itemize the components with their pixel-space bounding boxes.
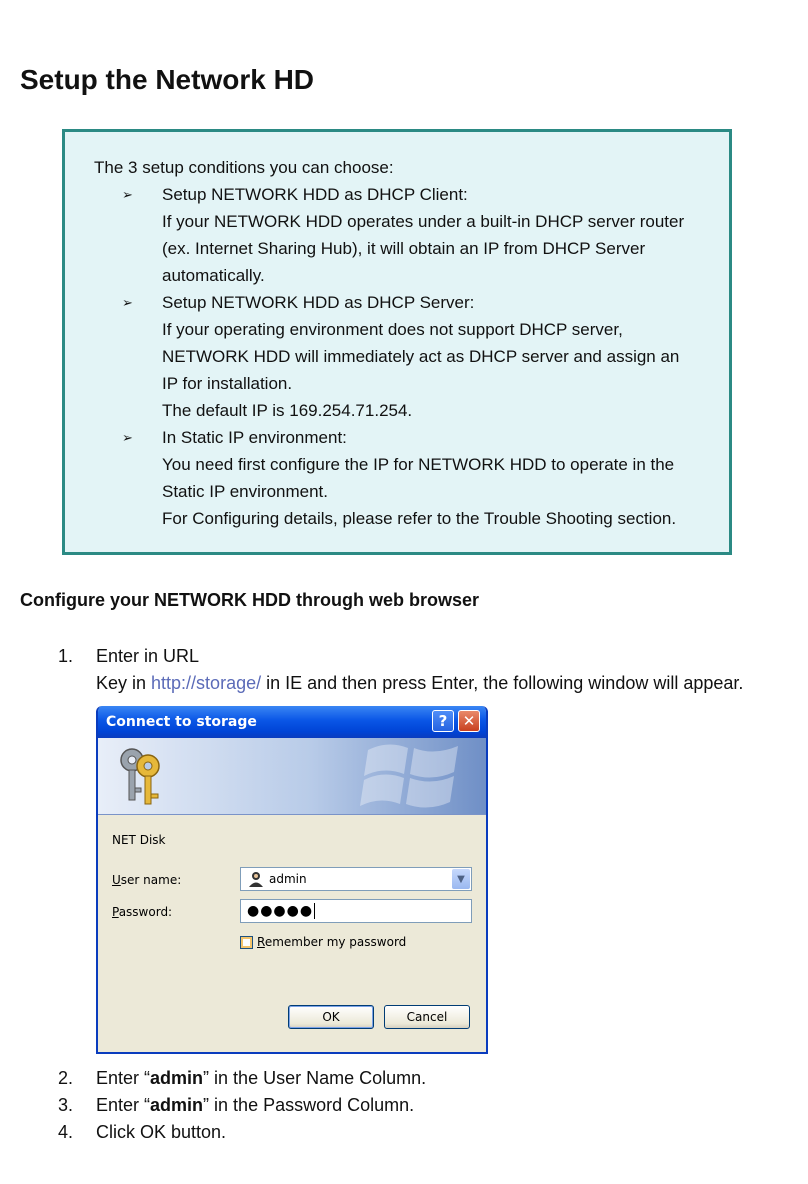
bullet-line: If your operating environment does not support DHCP server, xyxy=(162,320,623,339)
windows-logo-icon xyxy=(358,740,468,812)
arrow-bullet-icon: ➢ xyxy=(122,430,133,445)
password-label: Password: xyxy=(112,905,173,919)
step-item: 4. Click OK button. xyxy=(58,1122,227,1142)
bullet-line: NETWORK HDD will immediately act as DHCP server and assign an xyxy=(162,347,680,366)
step-title: Enter in URL xyxy=(96,646,200,666)
username-label: User name: xyxy=(112,873,182,887)
keys-icon xyxy=(114,744,170,810)
username-combobox[interactable] xyxy=(240,867,472,891)
remember-password[interactable] xyxy=(240,935,406,949)
step-text: Key in xyxy=(96,673,152,693)
text-caret xyxy=(314,903,315,919)
dialog-banner xyxy=(98,738,486,815)
info-intro: The 3 setup conditions you can choose: xyxy=(94,158,394,177)
bullet-item xyxy=(122,424,722,532)
connect-dialog xyxy=(96,706,488,1054)
password-field[interactable] xyxy=(240,899,472,923)
bullet-line: (ex. Internet Sharing Hub), it will obtain an IP from DHCP Server xyxy=(162,239,646,258)
step-item: 3. Enter “admin” in the Password Column. xyxy=(58,1095,415,1115)
bullet-line: If your NETWORK HDD operates under a built-in DHCP server router xyxy=(162,212,685,231)
arrow-bullet-icon: ➢ xyxy=(122,187,133,202)
bullet-line: automatically. xyxy=(162,266,265,285)
dialog-titlebar[interactable] xyxy=(98,706,486,738)
dialog-title: Connect to storage xyxy=(106,714,257,730)
bullet-line: For Configuring details, please refer to the Trouble Shooting section. xyxy=(162,509,677,528)
dialog-body xyxy=(98,815,486,1053)
bullet-heading: Setup NETWORK HDD as DHCP Client: xyxy=(162,185,468,204)
section-heading: Configure your NETWORK HDD through web browser xyxy=(20,590,479,610)
close-button[interactable]: ✕ xyxy=(458,710,480,732)
bullet-heading: Setup NETWORK HDD as DHCP Server: xyxy=(162,293,475,312)
help-button[interactable]: ? xyxy=(432,710,454,732)
bullet-list xyxy=(122,181,722,532)
remember-label: Remember my password xyxy=(257,935,407,949)
arrow-bullet-icon: ➢ xyxy=(122,295,133,310)
step-list xyxy=(58,1065,426,1146)
bullet-item xyxy=(122,289,722,424)
storage-url-link[interactable]: http://storage/ xyxy=(151,673,262,693)
bullet-heading: In Static IP environment: xyxy=(162,428,347,447)
bullet-line: The default IP is 169.254.71.254. xyxy=(162,401,413,420)
remember-checkbox[interactable] xyxy=(240,936,253,949)
step-item: 2. Enter “admin” in the User Name Column. xyxy=(58,1068,427,1088)
realm-label: NET Disk xyxy=(112,833,166,847)
bullet-line: IP for installation. xyxy=(162,374,293,393)
chevron-down-icon[interactable]: ▼ xyxy=(452,869,470,889)
user-icon xyxy=(247,870,265,888)
step-text: in IE and then press Enter, the following window will appear. xyxy=(261,673,744,693)
step-1 xyxy=(58,643,743,697)
cancel-button[interactable]: Cancel xyxy=(384,1005,470,1029)
bullet-line: Static IP environment. xyxy=(162,482,328,501)
step-number: 1. xyxy=(58,646,74,666)
password-mask: ●●●●● xyxy=(247,903,314,919)
page-title: Setup the Network HD xyxy=(20,64,315,95)
bullet-line: You need first configure the IP for NETWORK HDD to operate in the xyxy=(162,455,675,474)
bullet-item xyxy=(122,181,722,289)
ok-button[interactable]: OK xyxy=(288,1005,374,1029)
username-value: admin xyxy=(269,872,307,886)
